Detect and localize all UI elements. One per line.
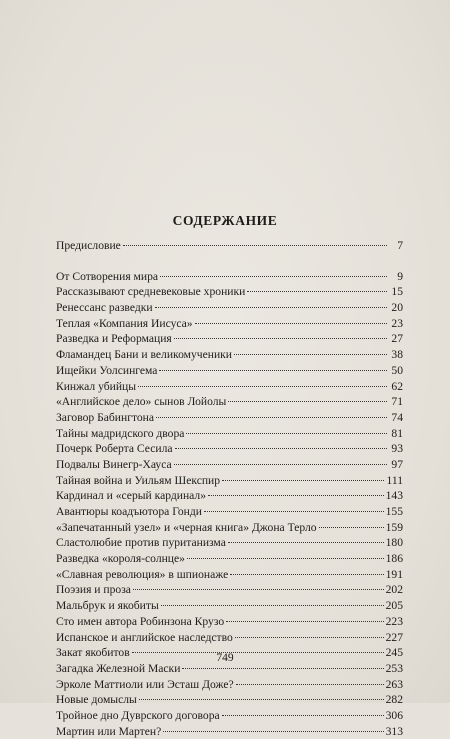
dot-leader: [247, 291, 387, 292]
dot-leader: [228, 542, 384, 543]
dot-leader: [159, 370, 387, 371]
toc-entry-page: 9: [397, 269, 403, 283]
dot-leader: [236, 684, 384, 685]
toc-entry-page: 71: [391, 395, 403, 409]
toc-entry: [56, 582, 403, 598]
toc-entry-title: Кардинал и «серый кардинал»: [56, 489, 207, 503]
toc-entry-page: 93: [391, 442, 403, 456]
toc-entry-page: 15: [391, 285, 403, 299]
toc-entry: [56, 535, 403, 551]
dot-leader: [138, 386, 387, 387]
toc-entry-page: 186: [385, 552, 403, 566]
toc-entry-title: Разведка «короля-солнце»: [56, 552, 185, 566]
dot-leader: [155, 307, 387, 308]
toc-entry-page: 263: [385, 677, 403, 691]
toc-entry-title: Заговор Бабингтона: [56, 410, 155, 424]
toc-entry-title: Закат якобитов: [56, 646, 130, 660]
toc-entry-page: 180: [385, 536, 403, 550]
toc-entry-title: От Сотворения мира: [56, 269, 159, 283]
toc-entry-page: 159: [385, 520, 403, 534]
dot-leader: [235, 637, 384, 638]
toc-entry-title: Поэзия и проза: [56, 583, 131, 597]
toc-entry-title: Подвалы Винегр-Хауса: [56, 457, 172, 471]
toc-entry-title: Почерк Роберта Сесила: [56, 442, 173, 456]
toc-entry: [56, 410, 403, 426]
dot-leader: [174, 464, 387, 465]
toc-entry-title: Испанское и английское наследство: [56, 630, 233, 644]
toc-entry-title: Кинжал убийцы: [56, 379, 137, 393]
toc-entry-page: 111: [386, 473, 403, 487]
toc-entry: [56, 614, 403, 630]
toc-entry: [56, 677, 403, 693]
toc-entry-title: Фламандец Бани и великомученики: [56, 348, 232, 362]
dot-leader: [161, 605, 384, 606]
toc-entry: [56, 238, 403, 254]
toc-entry-page: 155: [385, 505, 403, 518]
dot-leader: [182, 668, 383, 669]
toc-entry-title: Сластолюбие против пуританизма: [56, 536, 226, 550]
toc-entry-page: 253: [385, 661, 403, 675]
toc-entry: [56, 708, 403, 724]
toc-entry-title: Тройное дно Дуврского договора: [56, 708, 220, 722]
toc-entry-title: Сто имен автора Робинзона Крузо: [56, 614, 225, 628]
dot-leader: [228, 401, 387, 402]
toc-entry-title: Эрколе Маттиоли или Эсташ Доже?: [56, 677, 234, 691]
toc-entry: [56, 473, 403, 489]
toc-entry: [56, 692, 403, 708]
dot-leader: [187, 558, 384, 559]
toc-entry-title: Разведка и Реформация: [56, 332, 172, 346]
toc-entry-title: Ищейки Уолсингема: [56, 363, 158, 377]
toc-entry: [56, 269, 403, 285]
toc-entry-page: 306: [385, 708, 403, 722]
page-title: СОДЕРЖАНИЕ: [172, 213, 278, 228]
toc-entry-title: Тайная война и Уильям Шекспир: [56, 473, 221, 487]
toc-entry: [56, 724, 403, 739]
dot-leader: [222, 480, 384, 481]
dot-leader: [175, 448, 387, 449]
toc-entry-page: 97: [391, 457, 403, 471]
toc-entry: [56, 551, 403, 567]
toc-entry-title: Мальбрук и якобиты: [56, 599, 159, 613]
toc-entry-page: 143: [385, 489, 403, 503]
toc-entry: [56, 488, 403, 504]
dot-leader: [204, 511, 384, 512]
dot-leader: [195, 323, 387, 324]
toc-entry-title: Мартин или Мартен?: [56, 724, 162, 738]
toc-entry: [56, 441, 403, 457]
toc-entry-page: 62: [391, 379, 403, 393]
toc-entry-title: Предисловие: [56, 239, 121, 252]
dot-leader: [163, 731, 383, 732]
toc-entry-page: 50: [391, 363, 403, 377]
toc-entry: [56, 300, 403, 316]
dot-leader: [139, 699, 384, 700]
toc-entry-page: 81: [391, 426, 403, 440]
toc-entry-title: Тайны мадридского двора: [56, 426, 185, 440]
dot-leader: [174, 338, 387, 339]
dot-leader: [319, 527, 384, 528]
toc-entry-page: 282: [385, 693, 403, 707]
toc-entry: [56, 630, 403, 646]
dot-leader: [160, 276, 387, 277]
toc-entry-page: 27: [391, 332, 403, 346]
dot-leader: [123, 245, 387, 246]
toc-entry-title: «Запечатанный узел» и «черная книга» Джона Терло: [56, 520, 317, 534]
dot-leader: [230, 574, 383, 575]
dot-leader: [234, 354, 387, 355]
toc-entry-page: 223: [385, 614, 403, 628]
toc-entry-page: 245: [385, 646, 403, 660]
dot-leader: [222, 715, 384, 716]
toc-entry-page: 38: [391, 348, 403, 362]
dot-leader: [226, 621, 383, 622]
toc-entry-page: 191: [385, 567, 403, 581]
toc-entry: [56, 347, 403, 363]
toc-entry-page: 313: [385, 724, 403, 738]
toc-entry-page: 74: [391, 410, 403, 424]
toc-entry: [56, 598, 403, 614]
toc-entry: [56, 316, 403, 332]
toc-entry-title: «Славная революция» в шпионаже: [56, 567, 229, 581]
toc-entry-title: Теплая «Компания Иисуса»: [56, 316, 193, 330]
toc-entry: [56, 504, 403, 520]
toc-entry-title: Загадка Железной Маски: [56, 661, 181, 675]
dot-leader: [133, 589, 384, 590]
toc-entry: [56, 363, 403, 379]
toc-entry-page: 7: [397, 239, 403, 252]
toc-entry-page: 205: [385, 599, 403, 613]
toc-entry: [56, 394, 403, 410]
dot-leader: [156, 417, 387, 418]
dot-leader: [186, 433, 387, 434]
toc-entry-title: «Английское дело» сынов Лойолы: [56, 395, 227, 409]
toc-entry: [56, 331, 403, 347]
toc-entry-page: 23: [391, 316, 403, 330]
toc-entry-title: Ренессанс разведки: [56, 301, 153, 315]
toc-entry-title: Новые домыслы: [56, 693, 137, 707]
page-number: 749: [216, 652, 234, 664]
toc-entry: [56, 457, 403, 473]
toc-entry-page: 202: [385, 583, 403, 597]
dot-leader: [208, 495, 384, 496]
toc-entry: [56, 284, 403, 300]
toc-entry-page: 227: [385, 630, 403, 644]
toc-entry: [56, 520, 403, 536]
toc-entry: [56, 426, 403, 442]
toc-entry: [56, 567, 403, 583]
toc-entry-title: Рассказывают средневековые хроники: [56, 285, 246, 299]
toc-entry: [56, 379, 403, 395]
toc-entry-page: 20: [391, 301, 403, 315]
toc-entry-title: Авантюры коадъютора Гонди: [56, 505, 202, 518]
